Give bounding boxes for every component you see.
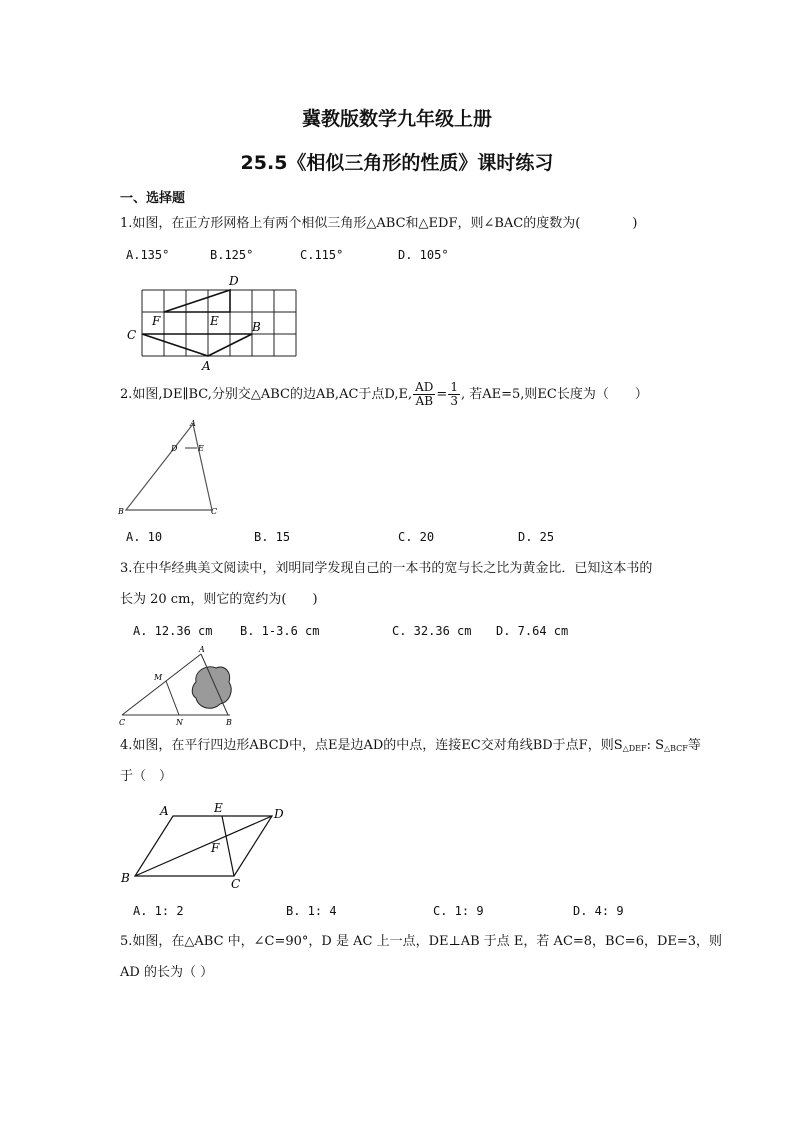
q2-fraction-ratio [413, 381, 435, 408]
q2-option-a: A. 10 [126, 530, 163, 544]
doc-subtitle: 25.5《相似三角形的性质》课时练习 [240, 152, 554, 174]
q4-line1-post: 等 [687, 738, 701, 753]
q4-figure-parallelogram [116, 796, 296, 892]
q2-figure-triangle [116, 418, 226, 518]
q4-option-b: B. 1: 4 [286, 904, 337, 918]
q3-line1: 3.在中华经典美文阅读中，刘明同学发现自己的一本书的宽与长之比为黄金比．已知这本书的 [120, 561, 653, 576]
q3-option-d: D. 7.64 cm [496, 624, 569, 638]
q1-label-c: C [127, 328, 137, 342]
q2-frac-num: AD [415, 380, 434, 394]
q1-option-c: C.115° [300, 248, 344, 262]
q2-fraction-value [448, 381, 460, 408]
q5-line1: 5.如图，在△ABC 中，∠C=90°，D 是 AC 上一点，DE⊥AB 于点 E，若 AC=8，BC=6，DE=3，则 [120, 934, 723, 949]
q1-label-d: D [229, 274, 239, 288]
q2-label-a: A [190, 419, 196, 428]
q4-label-c: C [231, 877, 241, 891]
q4-colon: : S [646, 738, 664, 753]
q4-sub-bcf: △BCF [664, 744, 688, 753]
q1-label-e: E [210, 314, 219, 328]
q4-option-a: A. 1: 2 [133, 904, 184, 918]
q4-line2: 于（ ） [120, 769, 173, 784]
doc-title: 冀教版数学九年级上册 [301, 108, 492, 130]
q2-label-d: D [171, 444, 178, 453]
q3-label-n: N [176, 718, 183, 727]
q4-option-d: D. 4: 9 [573, 904, 624, 918]
q2-label-b: B [118, 507, 124, 516]
q4-sub-def: △DEF [622, 744, 647, 753]
q2-val-den: 3 [450, 394, 458, 408]
q1-label-f: F [152, 314, 161, 328]
q4-label-d: D [274, 807, 284, 821]
q2-stem-pre: 2.如图,DE∥BC,分别交△ABC的边AB,AC于点D,E, [120, 387, 413, 402]
q2-option-c: C. 20 [398, 530, 435, 544]
q3-figure-pond [116, 642, 241, 728]
q1-figure-grid [122, 272, 312, 376]
q2-option-d: D. 25 [518, 530, 555, 544]
q2-stem [120, 380, 648, 410]
q1-stem: 1.如图，在正方形网格上有两个相似三角形△ABC和△EDF，则∠BAC的度数为( ) [120, 216, 638, 231]
q3-option-b: B. 1-3.6 cm [240, 624, 320, 638]
q4-label-a: A [160, 804, 169, 818]
q3-label-m: M [154, 673, 163, 682]
q2-val-num: 1 [450, 380, 458, 394]
q4-line1 [120, 738, 701, 757]
q4-label-e: E [214, 801, 223, 815]
q2-eq: = [436, 387, 448, 402]
q2-stem-post: , 若AE=5,则EC长度为（ ） [460, 387, 648, 402]
q1-option-d: D. 105° [398, 248, 449, 262]
q4-line1-pre: 4.如图，在平行四边形ABCD中，点E是边AD的中点，连接EC交对角线BD于点F，则S [120, 738, 623, 753]
q1-option-a: A.135° [126, 248, 170, 262]
q4-label-f: F [211, 841, 220, 855]
q1-option-b: B.125° [210, 248, 254, 262]
q4-label-b: B [121, 871, 130, 885]
q1-label-a: A [202, 359, 211, 373]
q2-label-c: C [211, 507, 218, 516]
q1-label-b: B [252, 320, 261, 334]
q4-option-c: C. 1: 9 [433, 904, 484, 918]
section-heading: 一、选择题 [120, 191, 186, 206]
q5-line2: AD 的长为（ ） [120, 965, 214, 980]
q3-label-b: B [226, 718, 232, 727]
pond-shape [192, 667, 231, 708]
q3-label-c: C [119, 718, 126, 727]
q3-line2: 长为 20 cm，则它的宽约为( ) [120, 592, 318, 607]
q2-frac-den: AB [415, 394, 434, 408]
q2-label-e: E [198, 444, 204, 453]
q3-option-c: C. 32.36 cm [392, 624, 472, 638]
q3-option-a: A. 12.36 cm [133, 624, 213, 638]
q3-label-a: A [199, 645, 205, 654]
q2-option-b: B. 15 [254, 530, 291, 544]
